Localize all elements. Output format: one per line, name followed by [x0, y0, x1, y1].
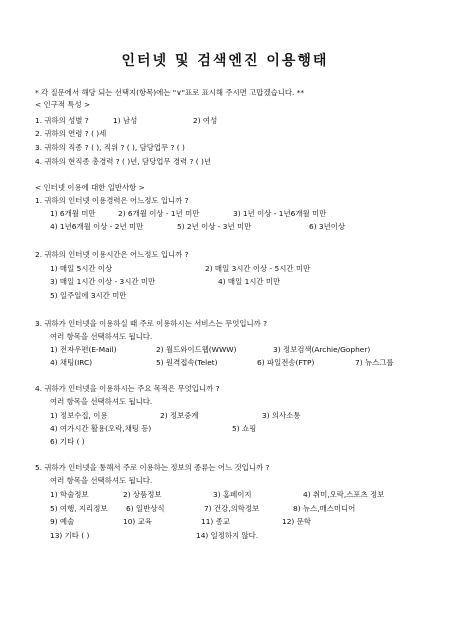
option-service-telnet[interactable]: 5) 원격접속(Telet): [156, 358, 218, 367]
option-service-ftp[interactable]: 6) 파일전송(FTP): [257, 358, 315, 367]
question-info-type: 5. 귀하가 인터넷을 통해서 주로 이용하는 정보의 종류는 어느 것입니까 ?: [35, 463, 270, 472]
option-info-product[interactable]: 2) 상품정보: [123, 490, 162, 499]
option-service-email[interactable]: 1) 전자우편(E-Mail): [50, 345, 117, 354]
option-usage-time-3[interactable]: 3) 매일 1시간 이상 - 3시간 미만: [50, 277, 156, 286]
option-usage-period-1[interactable]: 1) 6개월 미만: [50, 209, 96, 218]
option-purpose-info[interactable]: 1) 정보수집, 이용: [50, 411, 108, 420]
option-purpose-shopping[interactable]: 5) 쇼핑: [232, 424, 257, 433]
option-info-education[interactable]: 10) 교육: [123, 517, 152, 526]
option-service-www[interactable]: 2) 월드와이드웹(WWW): [156, 345, 237, 354]
page-title: 인터넷 및 검색엔진 이용행태: [121, 53, 329, 69]
option-usage-time-4[interactable]: 4) 매일 1시간 미만: [218, 277, 281, 286]
question-main-service: 3. 귀하가 인터넷을 이용하실 때 주로 이용하시는 서비스는 무엇입니까 ?: [35, 319, 268, 328]
option-usage-time-1[interactable]: 1) 매일 5시간 이상: [50, 264, 113, 273]
option-male[interactable]: 1) 남성: [113, 116, 138, 125]
option-info-news[interactable]: 8) 뉴스,매스미디어: [293, 504, 356, 513]
option-service-news[interactable]: 7) 뉴스그룹: [355, 358, 394, 367]
option-usage-time-5[interactable]: 5) 일주일에 3시간 미만: [50, 291, 127, 300]
multi-select-note: 여러 항목을 선택하셔도 됩니다.: [50, 332, 153, 341]
option-female[interactable]: 2) 여성: [193, 116, 218, 125]
option-info-other[interactable]: 13) 기타 ( ): [50, 531, 90, 540]
option-usage-period-6[interactable]: 6) 3년이상: [309, 222, 346, 231]
multi-select-note: 여러 항목을 선택하셔도 됩니다.: [50, 476, 153, 485]
option-info-health[interactable]: 7) 건강,의학정보: [204, 504, 260, 513]
option-purpose-communication[interactable]: 3) 의사소통: [262, 411, 301, 420]
option-info-general[interactable]: 6) 일반상식: [126, 504, 165, 513]
section-heading-internet-use: < 인터넷 이용에 대한 일반사항 >: [35, 183, 145, 192]
question-age: 2. 귀하의 연령 ? ( )세: [35, 129, 107, 138]
option-info-hobby[interactable]: 4) 취미,오락,스포츠 정보: [303, 490, 385, 499]
option-purpose-relay[interactable]: 2) 정보중계: [160, 411, 199, 420]
question-usage-period: 1. 귀하의 인터넷 이용경력은 어느정도 입니까 ?: [35, 196, 189, 205]
option-purpose-leisure[interactable]: 4) 여가시간 활용(오락,채팅 등): [50, 424, 152, 433]
option-service-archie[interactable]: 3) 정보검색(Archie/Gopher): [273, 345, 371, 354]
option-info-religion[interactable]: 11) 종교: [201, 517, 230, 526]
question-gender: 1. 귀하의 성별 ?: [35, 116, 89, 125]
option-info-art[interactable]: 9) 예술: [50, 517, 75, 526]
option-info-homepage[interactable]: 3) 홈페이지: [213, 490, 252, 499]
option-info-literature[interactable]: 12) 문학: [282, 517, 311, 526]
option-usage-time-2[interactable]: 2) 매일 3시간 이상 - 5시간 미만: [205, 264, 311, 273]
option-usage-period-5[interactable]: 5) 2년 이상 - 3년 미만: [177, 222, 252, 231]
option-usage-period-3[interactable]: 3) 1년 이상 - 1년6개월 미만: [233, 209, 327, 218]
option-purpose-other[interactable]: 6) 기타 ( ): [50, 437, 85, 446]
option-usage-period-2[interactable]: 2) 6개월 이상 - 1년 미만: [118, 209, 200, 218]
question-usage-time: 2. 귀하의 인터넷 이용시간은 어느정도 입니까 ?: [35, 250, 189, 259]
option-info-irregular[interactable]: 14) 일정하지 않다.: [196, 531, 259, 540]
multi-select-note: 여러 항목을 선택하셔도 됩니다.: [50, 397, 153, 406]
question-occupation: 3. 귀하의 직종 ? ( ), 직위 ? ( ), 담당업무 ? ( ): [35, 143, 185, 152]
option-service-irc[interactable]: 4) 채팅(IRC): [50, 358, 93, 367]
question-purpose: 4. 귀하가 인터넷을 이용하시는 주요 목적은 무엇입니까 ?: [35, 384, 220, 393]
option-usage-period-4[interactable]: 4) 1년6개월 이상 - 2년 미만: [50, 222, 144, 231]
option-info-academic[interactable]: 1) 학술정보: [50, 490, 89, 499]
section-heading-demographics: < 인구적 특성 >: [35, 100, 91, 109]
instruction-text: * 각 질문에서 해당 되는 선택지(항목)에는 "∨"표로 표시해 주시면 고맙겠습니다. **: [35, 88, 305, 97]
question-career: 4. 귀하의 현직종 총경력 ? ( )년, 담당업무 경력 ? ( )년: [35, 157, 211, 166]
option-info-travel[interactable]: 5) 여행, 지리정보: [50, 504, 108, 513]
